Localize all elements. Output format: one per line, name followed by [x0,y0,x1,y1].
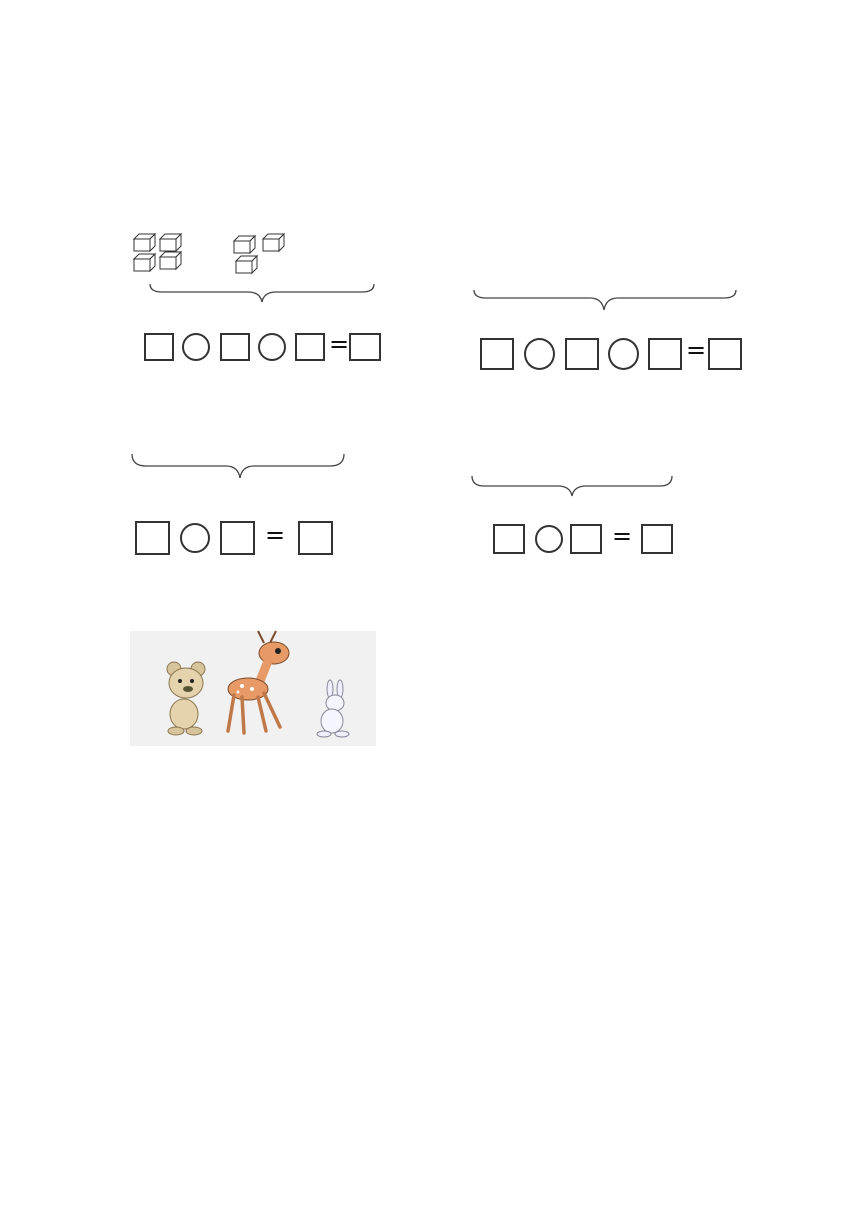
deer-icon [222,631,302,741]
answer-box[interactable] [565,338,599,370]
equals-sign: = [686,336,707,364]
rabbit-icon [310,681,360,741]
operator-circle[interactable] [524,338,555,370]
equals-sign: = [612,522,633,550]
answer-box[interactable] [641,524,673,554]
answer-box[interactable] [480,338,514,370]
cube-icon [236,256,257,273]
smileys-group [163,829,373,865]
answer-box[interactable] [220,521,255,555]
q1-brace [148,282,378,306]
answer-box[interactable] [144,333,174,361]
equals-sign: = [265,521,286,549]
q4-brace [470,474,680,500]
cube-icon [134,234,155,251]
cube-icon [134,254,155,271]
q2-brace [472,288,742,314]
hearts-group [462,832,662,862]
operator-circle[interactable] [535,525,563,553]
sticks-group-top [130,110,390,160]
operator-circle[interactable] [182,333,210,361]
answer-box[interactable] [708,338,742,370]
cylinders-illustration [470,252,750,292]
equals-sign: = [329,330,350,358]
cube-icon [160,234,181,251]
cube-icon [160,252,181,269]
operator-circle[interactable] [608,338,639,370]
answer-box[interactable] [570,524,602,554]
operator-circle[interactable] [180,523,210,553]
q3-sticks-illustration [138,388,338,443]
answer-box[interactable] [135,521,170,555]
answer-box[interactable] [493,524,525,554]
answer-box[interactable] [349,333,381,361]
cube-icon [234,236,255,253]
operator-circle[interactable] [258,333,286,361]
bear-icon [160,659,220,739]
answer-box[interactable] [295,333,325,361]
answer-box[interactable] [648,338,682,370]
q3-brace [130,452,350,482]
chicks-illustration [472,408,682,478]
answer-box[interactable] [220,333,250,361]
answer-box[interactable] [298,521,333,555]
animals-picture [130,631,376,746]
cube-icon [263,234,284,251]
cubes-illustration [130,230,310,280]
